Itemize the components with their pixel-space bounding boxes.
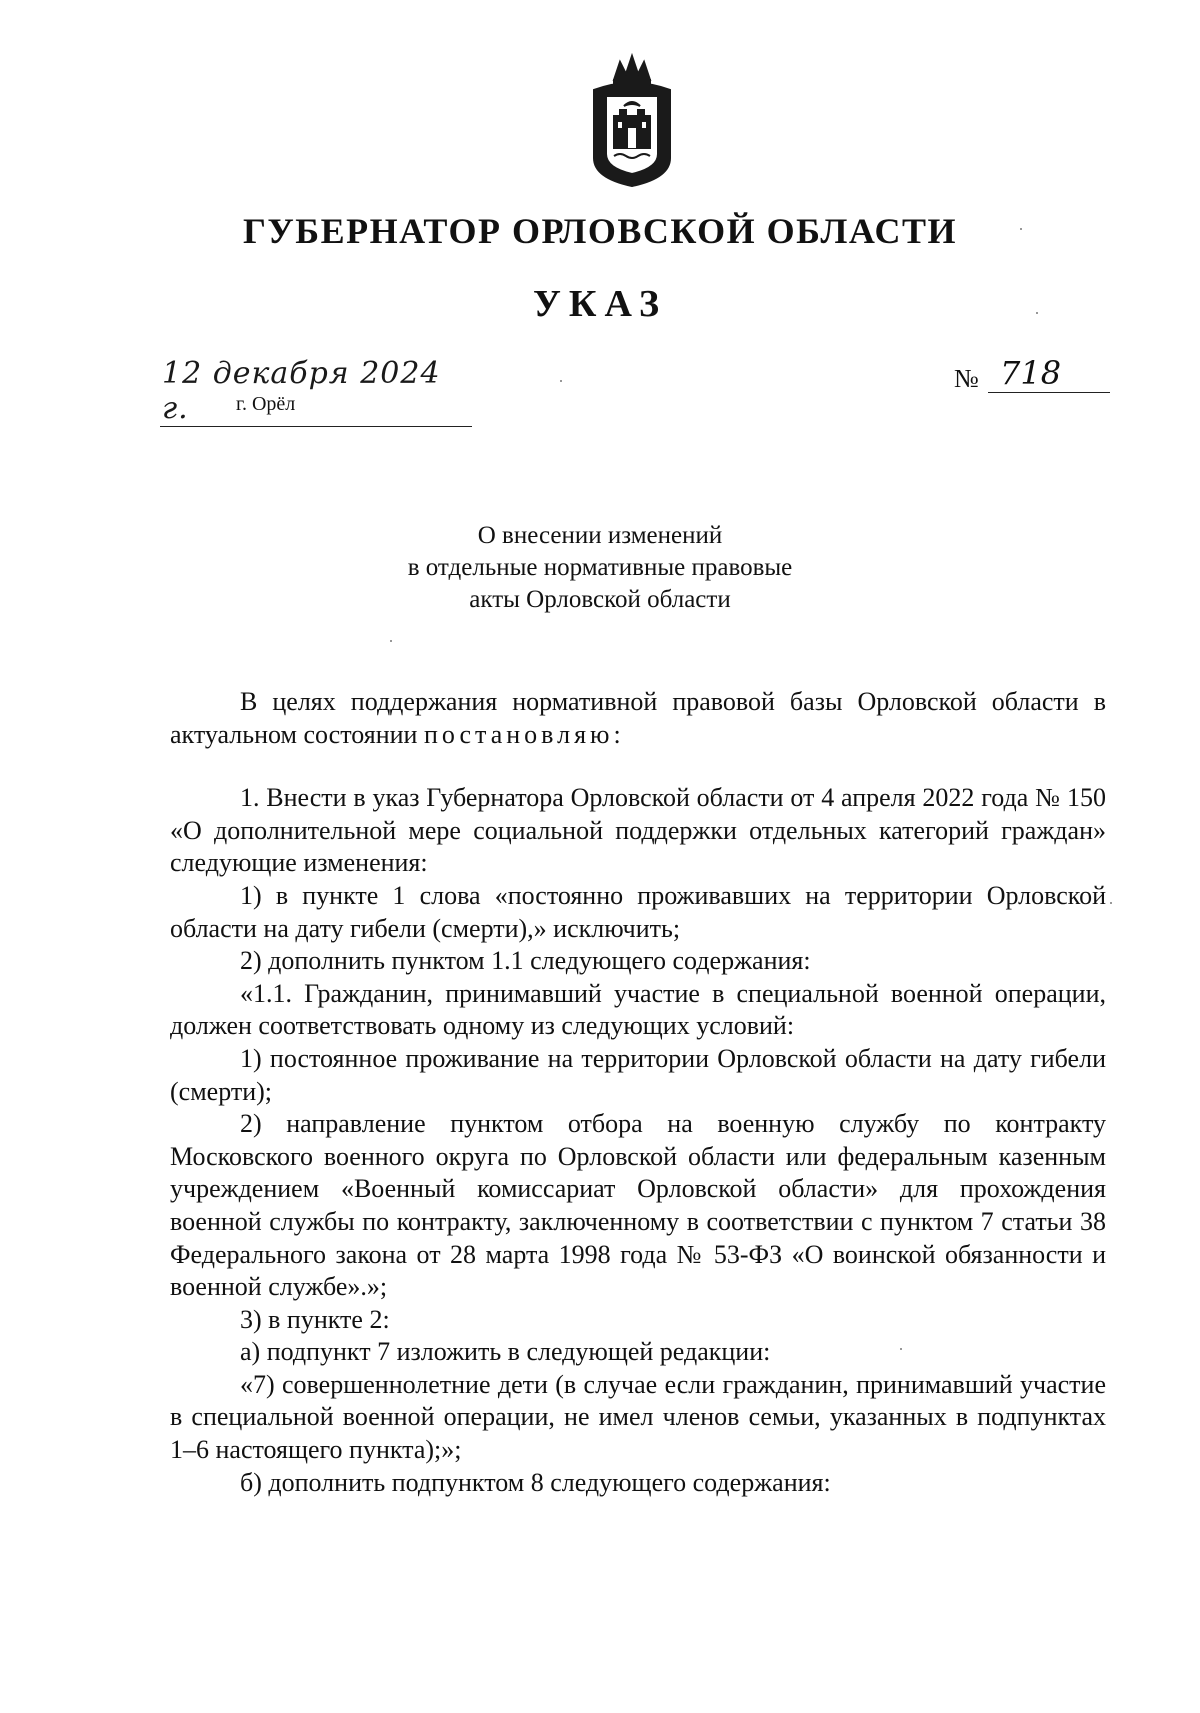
scan-speck bbox=[1110, 902, 1112, 904]
coat-of-arms-emblem bbox=[584, 50, 680, 190]
scan-speck bbox=[560, 380, 562, 382]
paragraph-subitem-a: а) подпункт 7 изложить в следующей редакции: bbox=[240, 1337, 771, 1367]
organization-heading: ГУБЕРНАТОР ОРЛОВСКОЙ ОБЛАСТИ bbox=[242, 211, 958, 251]
preamble-text: В целях поддержания нормативной правовой базы Орловской области в актуальном состоянии bbox=[170, 687, 1106, 749]
decree-word: постановляю: bbox=[423, 719, 625, 749]
paragraph-subitem-2: 2) дополнить пунктом 1.1 следующего содержания: bbox=[240, 946, 811, 976]
paragraph-quote-1-1: «1.1. Гражданин, принимавший участие в специальной военной операции, должен соответствовать одному из следующих условий: bbox=[170, 978, 1106, 1041]
title-line-2: в отдельные нормативные правовые bbox=[407, 554, 793, 581]
paragraph-item-1: 1. Внести в указ Губернатора Орловской области от 4 апреля 2022 года № 150 «О дополнительной мере социальной поддержки отдельных категорий граждан» следующие изменения: bbox=[170, 783, 1106, 878]
paragraph-condition-2: 2) направление пунктом отбора на военную службу по контракту Московского военного округа по Орловской области или федеральным казенным учреждением «Военный комиссариат Орловской области» для прохождения военной службы по контракту, заключенному в соответствии с пунктом 7 статьи 38 Федерального закона от 28 марта 1998 года № 53-ФЗ «О воинской обязанности и военной службе».»; bbox=[170, 1109, 1106, 1302]
paragraph-subitem-3: 3) в пункте 2: bbox=[240, 1304, 390, 1334]
handwritten-date: 12 декабря 2024 г. bbox=[160, 356, 472, 427]
paragraph-quote-7: «7) совершеннолетние дети (в случае если гражданин, принимавший участие в специальной военной операции, не имел членов семьи, указанных в подпунктах 1–6 настоящего пункта);»; bbox=[170, 1369, 1106, 1465]
title-line-3: акты Орловской области bbox=[469, 586, 731, 613]
handwritten-document-number: 718 bbox=[988, 354, 1110, 393]
preamble-paragraph bbox=[170, 686, 1106, 751]
document-body bbox=[170, 686, 1106, 1499]
document-title bbox=[0, 520, 1200, 616]
scan-speck bbox=[900, 1348, 902, 1350]
number-label: № bbox=[954, 364, 979, 393]
city-label: г. Орёл bbox=[236, 393, 296, 415]
title-line-1: О внесении изменений bbox=[477, 522, 723, 549]
paragraph-subitem-1: 1) в пункте 1 слова «постоянно проживавших на территории Орловской области на дату гибели (смерти),» исключить; bbox=[170, 880, 1106, 943]
scan-speck bbox=[1020, 228, 1022, 230]
paragraph-condition-1: 1) постоянное проживание на территории Орловской области на дату гибели (смерти); bbox=[170, 1043, 1106, 1106]
paragraph-subitem-b: б) дополнить подпунктом 8 следующего содержания: bbox=[240, 1467, 831, 1497]
scan-speck bbox=[1036, 312, 1038, 314]
document-type-heading: УКАЗ bbox=[533, 283, 667, 325]
scan-speck bbox=[390, 640, 392, 642]
